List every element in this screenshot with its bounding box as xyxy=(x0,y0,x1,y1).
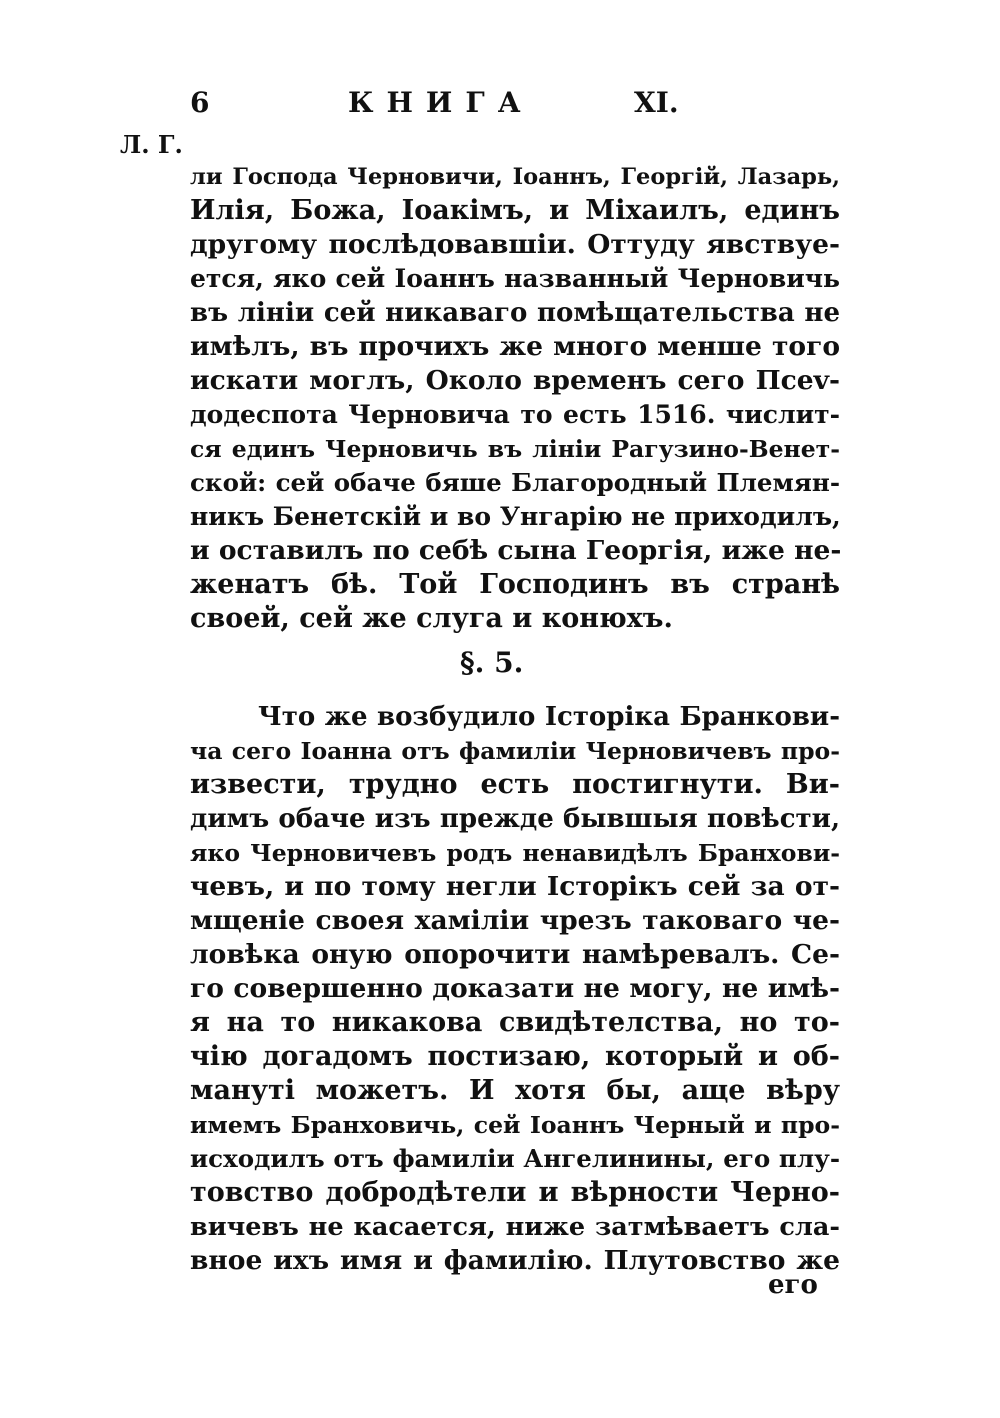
text-line: димъ обаче изъ прежде бывшыя повѣсти, xyxy=(190,804,840,834)
margin-note: Л. Г. xyxy=(120,130,183,159)
text-line: мщеніе своея хаміліи чрезъ таковаго че- xyxy=(190,905,840,936)
text-line: никъ Бенетскій и во Унгарію не приходилъ, xyxy=(190,502,841,531)
text-line: своей, сей же слуга и конюхъ. xyxy=(190,603,673,634)
page-number: 6 xyxy=(190,86,210,119)
text-line: вичевъ не касается, ниже затмѣваетъ сла- xyxy=(190,1212,840,1242)
text-line: женатъ бѣ. Той Господинъ въ странѣ xyxy=(190,569,840,600)
text-line: ской: сей обаче бяше Благородный Племян- xyxy=(190,468,840,497)
running-title: КНИГА xyxy=(348,86,534,119)
text-line: исходилъ отъ фамиліи Ангелинины, его плу- xyxy=(190,1144,840,1173)
text-line: въ лініи сей никаваго помѣщательства не xyxy=(190,298,840,328)
text-line: яко Черновичевъ родъ ненавидѣлъ Бранхови- xyxy=(190,839,840,867)
text-line: додеспота Черновича то есть 1516. числит- xyxy=(190,400,840,429)
text-line: товство добродѣтели и вѣрности Черно- xyxy=(190,1177,840,1208)
text-line: Что же возбудило Історіка Бранкови- xyxy=(258,702,840,732)
text-line: и оставилъ по себѣ сына Георгія, иже не- xyxy=(190,535,842,566)
text-line: го совершенно доказати не могу, не имѣ- xyxy=(190,973,840,1004)
section-mark: §. 5. xyxy=(460,646,524,679)
text-line: ловѣка оную опорочити намѣревалъ. Се- xyxy=(190,939,840,970)
text-line: чевъ, и по тому негли Історікъ сей за от- xyxy=(190,871,840,902)
text-line: вное ихъ имя и фамилію. Плутовство же xyxy=(190,1245,840,1276)
text-line: ется, яко сей Іоаннъ названный Черновичь xyxy=(190,264,840,293)
text-line: имѣлъ, въ прочихъ же много менше того xyxy=(190,331,840,362)
text-line: ли Господа Черновичи, Іоаннъ, Георгій, Лазарь, xyxy=(190,164,840,190)
text-line: мануті можетъ. И хотя бы, аще вѣру xyxy=(190,1075,840,1106)
text-line: ся единъ Черновичь въ лініи Рагузино-Венет- xyxy=(190,435,840,463)
text-line: имемъ Бранховичь, сей Іоаннъ Черный и про- xyxy=(190,1111,840,1139)
text-line: чію догадомъ постизаю, который и об- xyxy=(190,1041,840,1072)
text-line: извести, трудно есть постигнути. Ви- xyxy=(190,769,840,800)
text-line: Илія, Божа, Іоакімъ, и Міхаилъ, единъ xyxy=(190,195,840,226)
running-header xyxy=(190,86,710,126)
text-line: искати моглъ, Около временъ сего Псеv- xyxy=(190,365,840,396)
catchword: его xyxy=(768,1270,818,1300)
volume-number: XI. xyxy=(634,86,679,119)
text-line: я на то никакова свидѣтелства, но то- xyxy=(190,1007,840,1038)
text-line: ча сего Іоанна отъ фамиліи Черновичевъ про- xyxy=(190,737,840,765)
text-line: другому послѣдовавшіи. Оттуду явствуе- xyxy=(190,229,840,260)
